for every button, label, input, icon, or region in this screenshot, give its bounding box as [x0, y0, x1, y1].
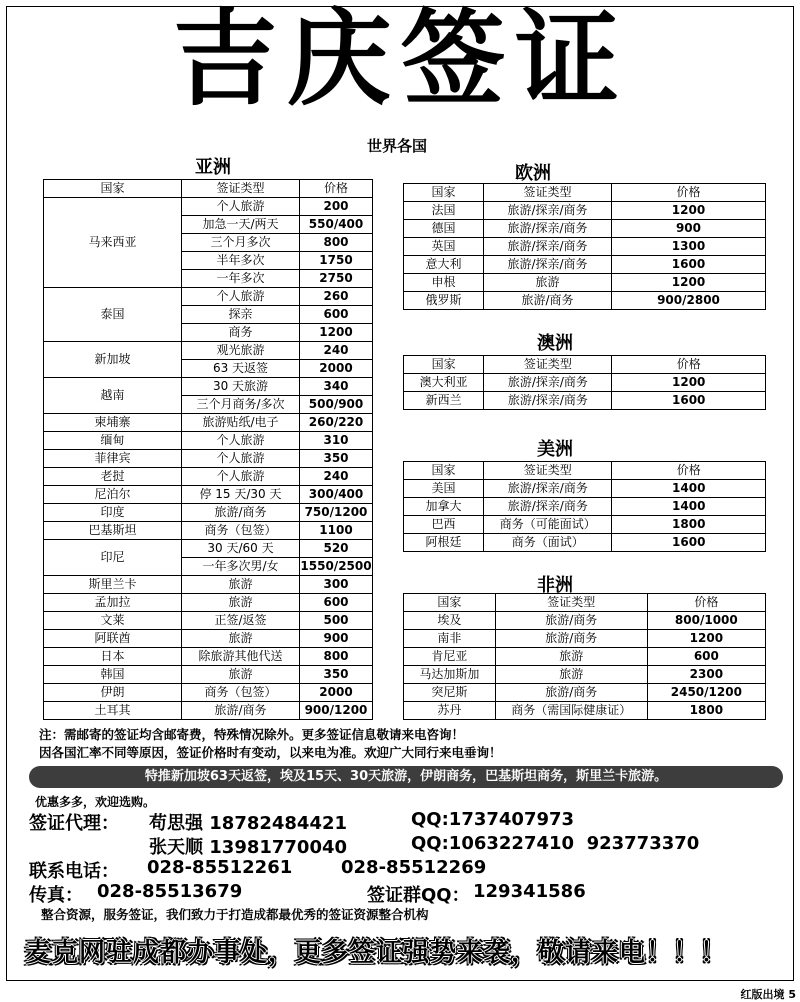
- table-row: [44, 288, 373, 306]
- visa-type-cell: 个人旅游: [182, 450, 300, 468]
- visa-type-cell: 商务（需国际健康证）: [495, 702, 647, 720]
- table-row: [404, 684, 766, 702]
- america-heading: 美洲: [537, 439, 573, 460]
- visa-type-cell: 个人旅游: [182, 198, 300, 216]
- table-row: [404, 392, 766, 410]
- qq-group-label: 签证群QQ：: [367, 885, 470, 906]
- visa-type-cell: 观光旅游: [182, 342, 300, 360]
- country-cell: 意大利: [404, 256, 484, 274]
- country-cell: 肯尼亚: [404, 648, 496, 666]
- visa-type-cell: 旅游/探亲/商务: [484, 220, 612, 238]
- price-cell: 2000: [300, 684, 373, 702]
- price-cell: 1400: [612, 480, 766, 498]
- price-cell: 1600: [611, 256, 765, 274]
- table-row: [404, 220, 766, 238]
- visa-type-cell: 三个月商务/多次: [182, 396, 300, 414]
- column-header: 签证类型: [182, 180, 300, 198]
- country-cell: 阿根廷: [404, 534, 484, 552]
- price-cell: 600: [647, 648, 765, 666]
- table-row: [44, 594, 373, 612]
- price-cell: 1200: [300, 324, 373, 342]
- visa-type-cell: 一年多次男/女: [182, 558, 300, 576]
- header-row: [404, 184, 766, 202]
- price-cell: 520: [300, 540, 373, 558]
- price-cell: 1200: [611, 202, 765, 220]
- table-row: [404, 516, 766, 534]
- country-cell: 孟加拉: [44, 594, 182, 612]
- price-cell: 240: [300, 468, 373, 486]
- table-row: [44, 342, 373, 360]
- visa-type-cell: 探亲: [182, 306, 300, 324]
- tagline: 整合资源，服务签证，我们致力于打造成都最优秀的签证资源整合机构: [41, 907, 429, 922]
- price-cell: 500/900: [300, 396, 373, 414]
- visa-type-cell: 旅游/商务: [495, 612, 647, 630]
- country-cell: 日本: [44, 648, 182, 666]
- africa-heading: 非洲: [537, 575, 573, 596]
- country-cell: 斯里兰卡: [44, 576, 182, 594]
- country-cell: 马达加斯加: [404, 666, 496, 684]
- table-row: [44, 432, 373, 450]
- price-cell: 1400: [612, 498, 766, 516]
- column-header: 价格: [300, 180, 373, 198]
- price-cell: 600: [300, 594, 373, 612]
- country-cell: 菲律宾: [44, 450, 182, 468]
- asia-table: [43, 179, 373, 720]
- table-row: [404, 612, 766, 630]
- country-cell: 美国: [404, 480, 484, 498]
- america-table: [403, 461, 766, 552]
- visa-type-cell: 旅游/商务: [495, 684, 647, 702]
- table-row: [44, 486, 373, 504]
- table-row: [44, 648, 373, 666]
- price-cell: 1800: [647, 702, 765, 720]
- price-cell: 1200: [611, 274, 765, 292]
- qq-2: QQ:1063227410 923773370: [411, 833, 700, 854]
- bottom-banner: 麦克网驻成都办事处，更多签证强势来袭，敬请来电！！！: [25, 938, 728, 968]
- price-cell: 1200: [612, 374, 766, 392]
- table-row: [404, 202, 766, 220]
- country-cell: 印度: [44, 504, 182, 522]
- table-row: [44, 522, 373, 540]
- country-cell: 文莱: [44, 612, 182, 630]
- price-cell: 2000: [300, 360, 373, 378]
- visa-type-cell: 加急一天/两天: [182, 216, 300, 234]
- country-cell: 苏丹: [404, 702, 496, 720]
- header-row: [404, 594, 766, 612]
- table-row: [44, 468, 373, 486]
- header-row: [404, 356, 766, 374]
- table-row: [44, 684, 373, 702]
- table-row: [404, 498, 766, 516]
- promo-banner: 特推新加坡63天返签，埃及15天、30天旅游，伊朗商务，巴基斯坦商务，斯里兰卡旅游。: [29, 766, 783, 788]
- subtitle: 世界各国: [367, 137, 428, 155]
- country-cell: 越南: [44, 378, 182, 414]
- country-cell: 尼泊尔: [44, 486, 182, 504]
- column-header: 国家: [404, 594, 496, 612]
- table-row: [44, 504, 373, 522]
- table-row: [44, 450, 373, 468]
- visa-type-cell: 旅游: [182, 576, 300, 594]
- country-cell: 加拿大: [404, 498, 484, 516]
- column-header: 签证类型: [484, 356, 612, 374]
- visa-type-cell: 旅游/探亲/商务: [484, 238, 612, 256]
- note-line-2: 因各国汇率不同等原因，签证价格时有变动，以来电为准。欢迎广大同行来电垂询！: [39, 745, 502, 760]
- header-row: [44, 180, 373, 198]
- visa-type-cell: 63 天返签: [182, 360, 300, 378]
- phone-1: 028-85512261: [147, 857, 293, 878]
- price-cell: 800/1000: [647, 612, 765, 630]
- table-row: [44, 612, 373, 630]
- table-row: [44, 576, 373, 594]
- country-cell: 德国: [404, 220, 484, 238]
- price-cell: 900/2800: [611, 292, 765, 310]
- country-cell: 伊朗: [44, 684, 182, 702]
- table-row: [44, 630, 373, 648]
- price-cell: 500: [300, 612, 373, 630]
- visa-type-cell: 旅游/商务: [495, 630, 647, 648]
- footer-page-label: 红版出境 5: [740, 988, 796, 1001]
- note-line-1: 注：需邮寄的签证均含邮寄费，特殊情况除外。更多签证信息敬请来电咨询！: [39, 727, 465, 742]
- europe-table: [403, 183, 766, 310]
- table-row: [404, 238, 766, 256]
- country-cell: 申根: [404, 274, 484, 292]
- visa-type-cell: 商务（可能面试）: [484, 516, 612, 534]
- visa-type-cell: 旅游: [495, 666, 647, 684]
- price-cell: 2750: [300, 270, 373, 288]
- visa-type-cell: 商务: [182, 324, 300, 342]
- asia-heading: 亚洲: [195, 157, 231, 178]
- visa-type-cell: 旅游/探亲/商务: [484, 256, 612, 274]
- table-row: [404, 666, 766, 684]
- visa-type-cell: 旅游: [182, 630, 300, 648]
- visa-type-cell: 旅游: [182, 666, 300, 684]
- price-cell: 1600: [612, 534, 766, 552]
- column-header: 国家: [404, 356, 484, 374]
- price-cell: 600: [300, 306, 373, 324]
- table-row: [404, 702, 766, 720]
- country-cell: 缅甸: [44, 432, 182, 450]
- advertisement-page: [6, 0, 794, 981]
- column-header: 价格: [612, 462, 766, 480]
- price-cell: 800: [300, 234, 373, 252]
- table-row: [44, 702, 373, 720]
- visa-type-cell: 个人旅游: [182, 432, 300, 450]
- visa-type-cell: 商务（包签）: [182, 684, 300, 702]
- price-cell: 900: [611, 220, 765, 238]
- country-cell: 马来西亚: [44, 198, 182, 288]
- country-cell: 印尼: [44, 540, 182, 576]
- country-cell: 巴西: [404, 516, 484, 534]
- table-row: [44, 666, 373, 684]
- price-cell: 900/1200: [300, 702, 373, 720]
- price-cell: 550/400: [300, 216, 373, 234]
- visa-type-cell: 旅游/探亲/商务: [484, 480, 612, 498]
- price-cell: 1200: [647, 630, 765, 648]
- country-cell: 埃及: [404, 612, 496, 630]
- column-header: 价格: [647, 594, 765, 612]
- qq-group-number: 129341586: [473, 881, 586, 902]
- table-row: [404, 480, 766, 498]
- visa-type-cell: 旅游/探亲/商务: [484, 202, 612, 220]
- table-row: [44, 378, 373, 396]
- visa-type-cell: 旅游/探亲/商务: [484, 498, 612, 516]
- visa-type-cell: 旅游/商务: [182, 504, 300, 522]
- column-header: 国家: [44, 180, 182, 198]
- country-cell: 俄罗斯: [404, 292, 484, 310]
- oceania-table: [403, 355, 766, 410]
- visa-type-cell: 个人旅游: [182, 468, 300, 486]
- country-cell: 法国: [404, 202, 484, 220]
- visa-type-cell: 正签/返签: [182, 612, 300, 630]
- price-cell: 1550/2500: [300, 558, 373, 576]
- page-title: 吉庆签证: [172, 0, 629, 120]
- visa-type-cell: 个人旅游: [182, 288, 300, 306]
- column-header: 价格: [612, 356, 766, 374]
- column-header: 签证类型: [495, 594, 647, 612]
- price-cell: 800: [300, 648, 373, 666]
- africa-table: [403, 593, 766, 720]
- price-cell: 1750: [300, 252, 373, 270]
- visa-type-cell: 除旅游其他代送: [182, 648, 300, 666]
- visa-type-cell: 旅游/探亲/商务: [484, 374, 612, 392]
- table-row: [44, 198, 373, 216]
- agent-label: 签证代理：: [29, 813, 119, 834]
- column-header: 签证类型: [484, 462, 612, 480]
- phone-2: 028-85512269: [341, 857, 487, 878]
- header-row: [404, 462, 766, 480]
- agent-2: 张天顺 13981770040: [149, 837, 348, 858]
- table-row: [404, 292, 766, 310]
- visa-type-cell: 停 15 天/30 天: [182, 486, 300, 504]
- visa-type-cell: 30 天/60 天: [182, 540, 300, 558]
- visa-type-cell: 30 天旅游: [182, 378, 300, 396]
- price-cell: 750/1200: [300, 504, 373, 522]
- visa-type-cell: 商务（面试）: [484, 534, 612, 552]
- visa-type-cell: 商务（包签）: [182, 522, 300, 540]
- agent-1: 苟思强 18782484421: [149, 813, 348, 834]
- table-row: [404, 648, 766, 666]
- qq-1: QQ:1737407973: [411, 809, 575, 830]
- column-header: 价格: [611, 184, 765, 202]
- price-cell: 240: [300, 342, 373, 360]
- country-cell: 土耳其: [44, 702, 182, 720]
- price-cell: 260: [300, 288, 373, 306]
- visa-type-cell: 旅游: [495, 648, 647, 666]
- price-cell: 340: [300, 378, 373, 396]
- price-cell: 310: [300, 432, 373, 450]
- price-cell: 2300: [647, 666, 765, 684]
- country-cell: 泰国: [44, 288, 182, 342]
- table-row: [44, 540, 373, 558]
- price-cell: 260/220: [300, 414, 373, 432]
- price-cell: 300: [300, 576, 373, 594]
- table-row: [404, 274, 766, 292]
- table-row: [404, 534, 766, 552]
- europe-heading: 欧洲: [515, 163, 551, 184]
- visa-type-cell: 半年多次: [182, 252, 300, 270]
- country-cell: 韩国: [44, 666, 182, 684]
- country-cell: 阿联酋: [44, 630, 182, 648]
- price-cell: 350: [300, 666, 373, 684]
- country-cell: 南非: [404, 630, 496, 648]
- visa-type-cell: 三个月多次: [182, 234, 300, 252]
- table-row: [404, 374, 766, 392]
- price-cell: 1600: [612, 392, 766, 410]
- price-cell: 200: [300, 198, 373, 216]
- visa-type-cell: 旅游: [484, 274, 612, 292]
- price-cell: 900: [300, 630, 373, 648]
- table-row: [404, 630, 766, 648]
- promo-text: 优惠多多，欢迎选购。: [35, 795, 156, 809]
- price-cell: 1300: [611, 238, 765, 256]
- visa-type-cell: 旅游/商务: [182, 702, 300, 720]
- visa-type-cell: 旅游贴纸/电子: [182, 414, 300, 432]
- column-header: 签证类型: [484, 184, 612, 202]
- country-cell: 新加坡: [44, 342, 182, 378]
- country-cell: 巴基斯坦: [44, 522, 182, 540]
- country-cell: 澳大利亚: [404, 374, 484, 392]
- price-cell: 2450/1200: [647, 684, 765, 702]
- visa-type-cell: 旅游/探亲/商务: [484, 392, 612, 410]
- country-cell: 英国: [404, 238, 484, 256]
- fax-label: 传真：: [29, 885, 83, 906]
- country-cell: 老挝: [44, 468, 182, 486]
- country-cell: 柬埔寨: [44, 414, 182, 432]
- column-header: 国家: [404, 462, 484, 480]
- table-row: [404, 256, 766, 274]
- fax-number: 028-85513679: [97, 881, 243, 902]
- price-cell: 1100: [300, 522, 373, 540]
- table-row: [44, 414, 373, 432]
- price-cell: 350: [300, 450, 373, 468]
- column-header: 国家: [404, 184, 484, 202]
- country-cell: 新西兰: [404, 392, 484, 410]
- phone-label: 联系电话：: [29, 861, 119, 882]
- visa-type-cell: 旅游: [182, 594, 300, 612]
- price-cell: 1800: [612, 516, 766, 534]
- country-cell: 突尼斯: [404, 684, 496, 702]
- oceania-heading: 澳洲: [537, 333, 573, 354]
- visa-type-cell: 旅游/商务: [484, 292, 612, 310]
- visa-type-cell: 一年多次: [182, 270, 300, 288]
- price-cell: 300/400: [300, 486, 373, 504]
